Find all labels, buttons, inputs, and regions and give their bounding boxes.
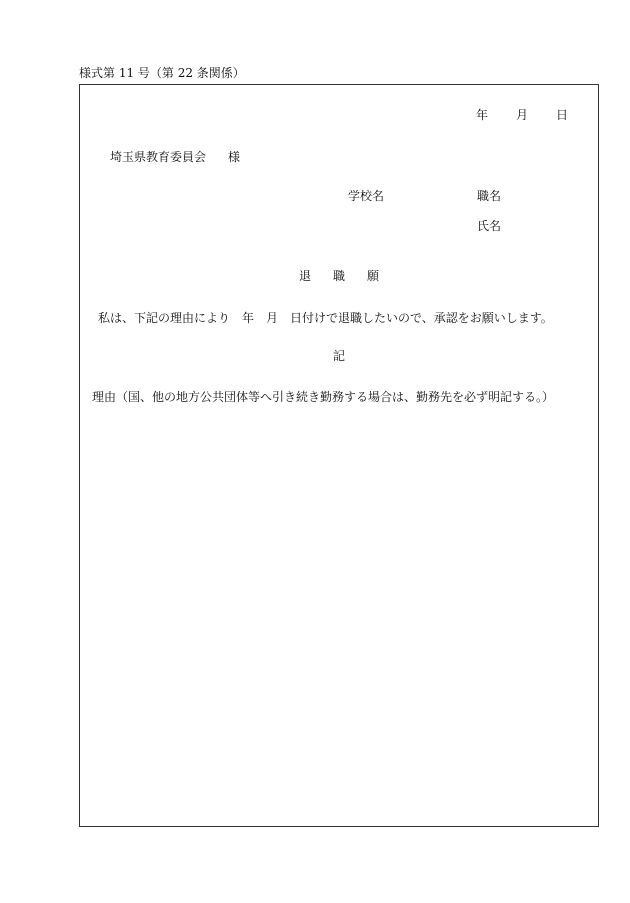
document-title-char: 退 bbox=[298, 269, 311, 283]
date-year-label: 年 bbox=[476, 108, 489, 122]
date-month-label: 月 bbox=[516, 108, 529, 122]
form-number-label: 様式第 11 号（第 22 条関係） bbox=[79, 66, 245, 80]
addressee-honorific: 様 bbox=[228, 150, 241, 164]
resignation-statement: 私は、下記の理由により 年 月 日付けで退職したいので、承認をお願いします。 bbox=[98, 311, 553, 325]
document-title bbox=[79, 270, 599, 282]
date-day-label: 日 bbox=[556, 108, 569, 122]
reason-label: 理由（国、他の地方公共団体等へ引き続き勤務する場合は、勤務先を必ず明記する。） bbox=[92, 390, 555, 404]
person-name-label: 氏名 bbox=[477, 219, 502, 233]
addressee-name: 埼玉県教育委員会 bbox=[110, 150, 207, 164]
document-title-char: 職 bbox=[332, 269, 345, 283]
job-title-label: 職名 bbox=[477, 189, 502, 203]
form-frame bbox=[79, 84, 599, 827]
document-title-char: 願 bbox=[367, 269, 380, 283]
ki-heading: 記 bbox=[332, 349, 345, 363]
school-name-label: 学校名 bbox=[348, 189, 385, 203]
